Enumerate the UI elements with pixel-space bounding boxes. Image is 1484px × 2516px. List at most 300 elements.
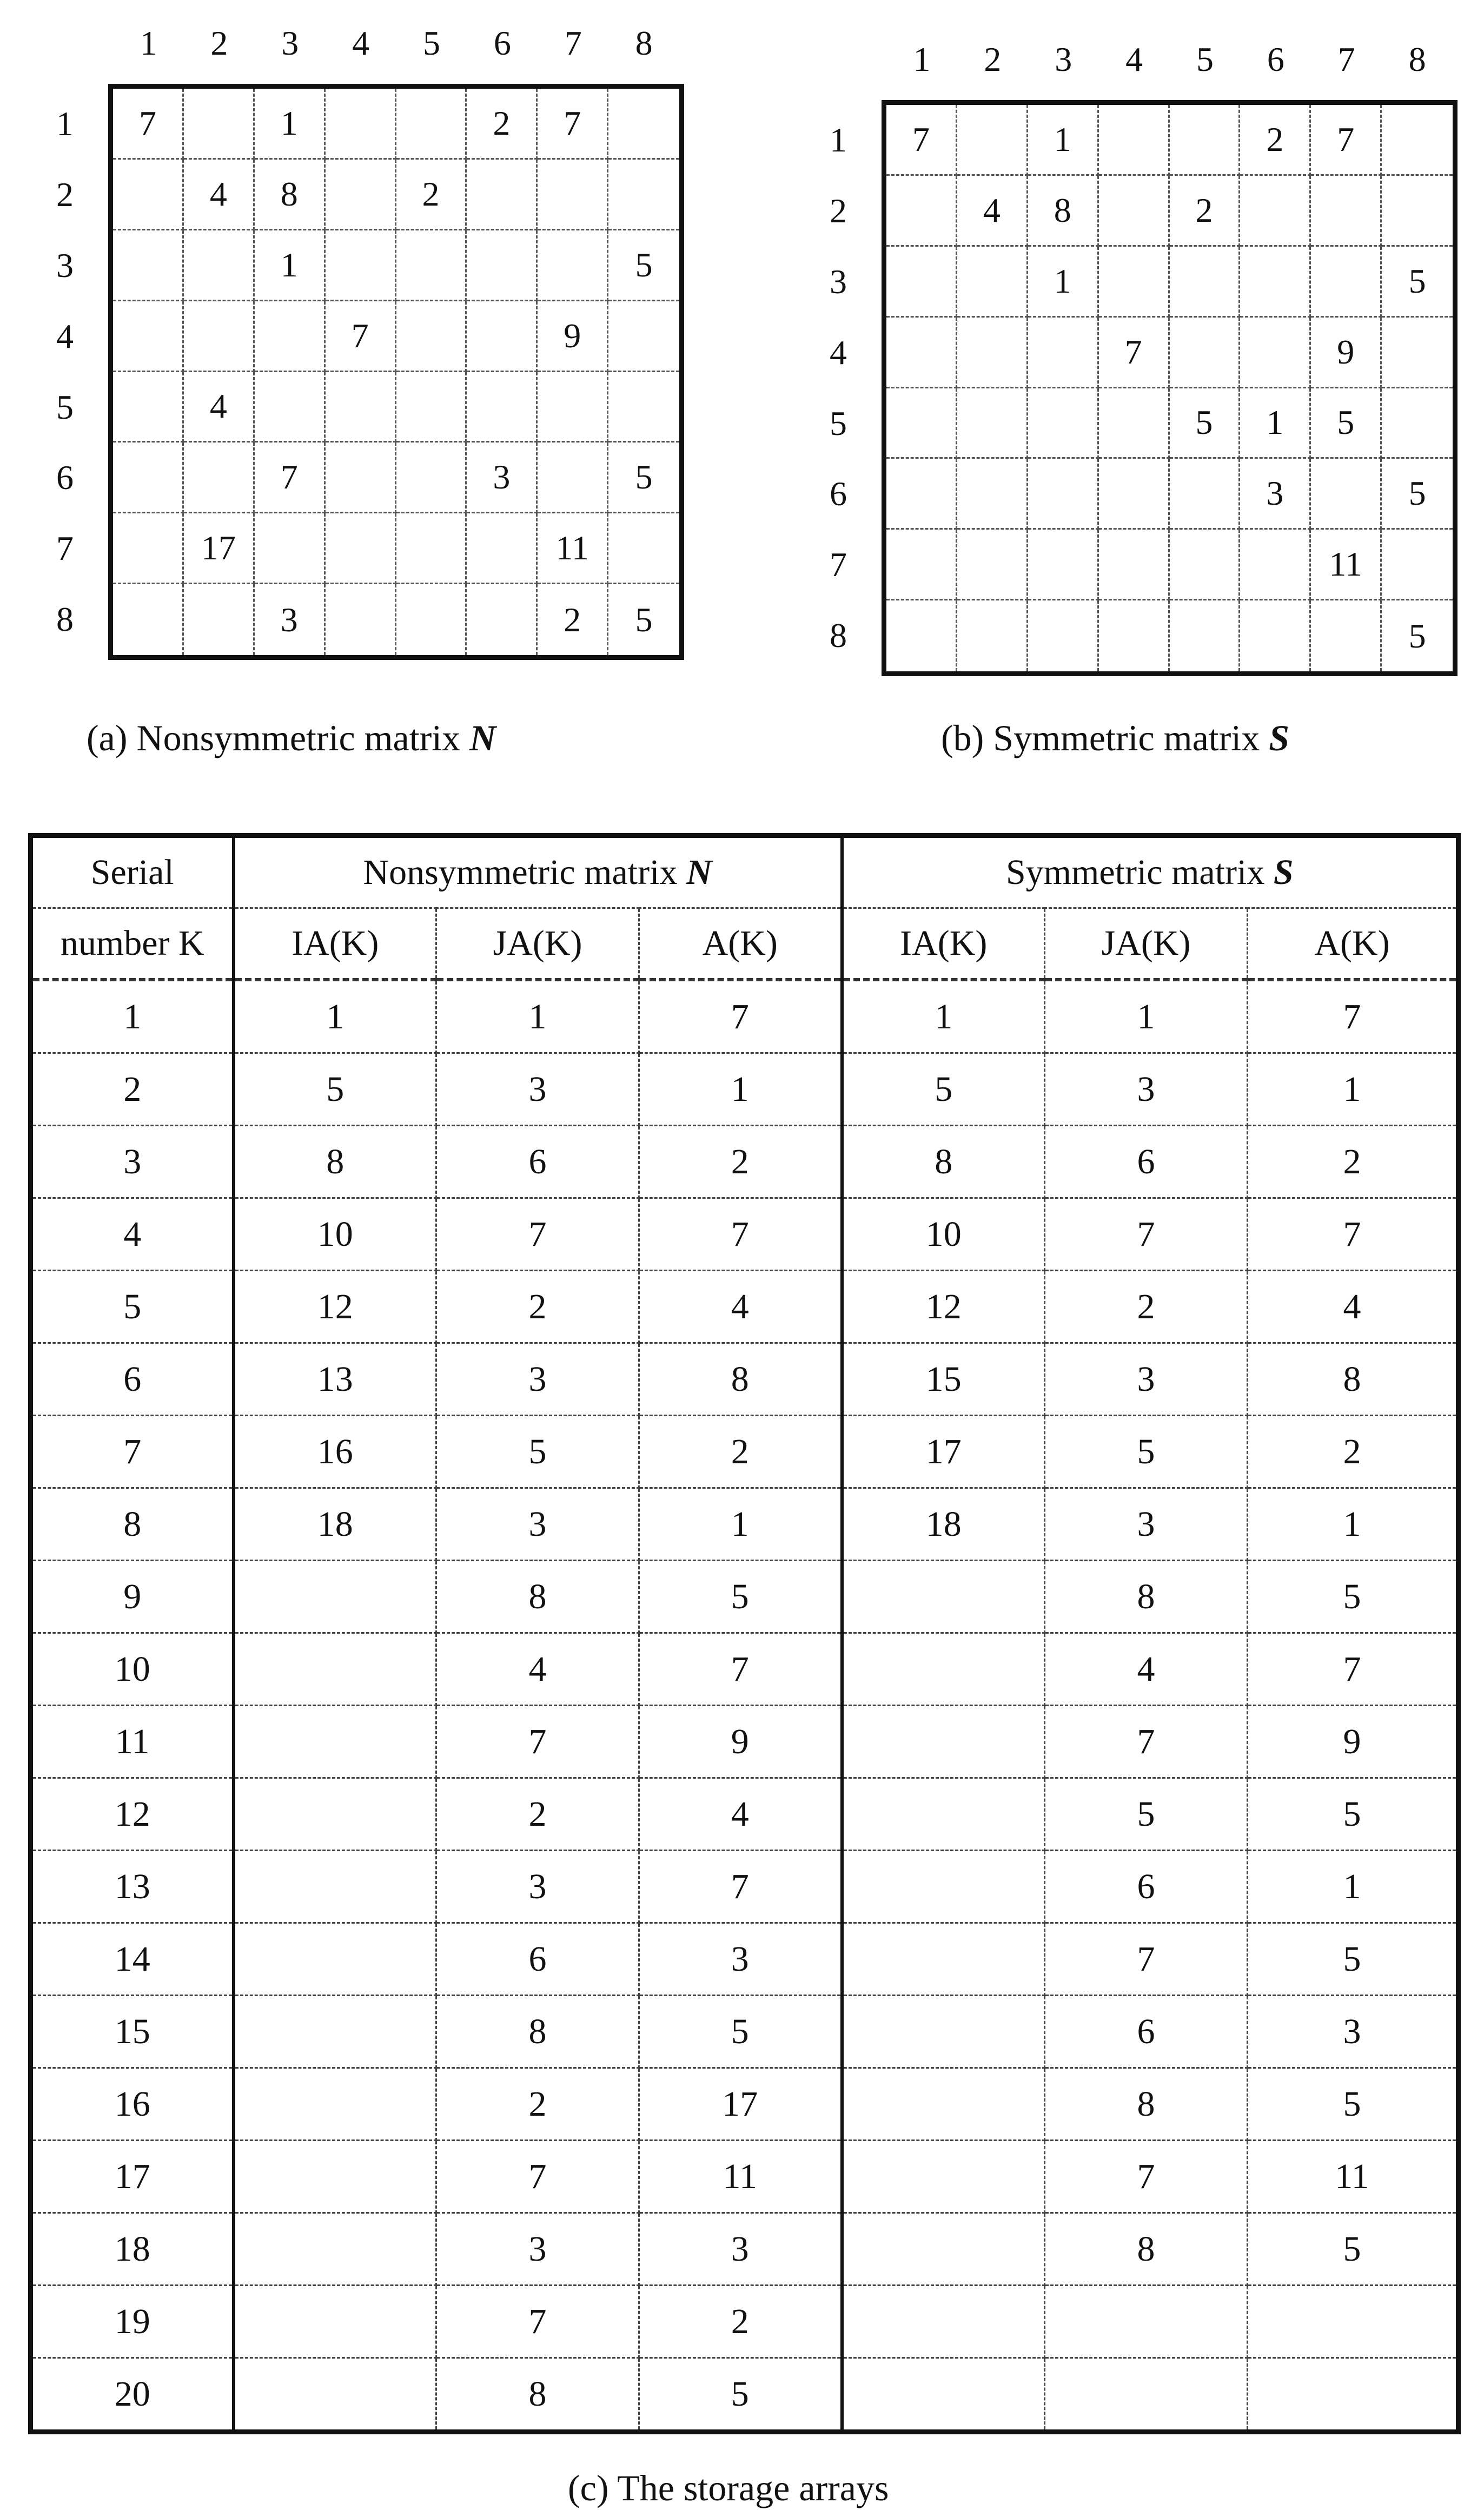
matrix-cell xyxy=(1099,105,1170,176)
matrix-cell: 5 xyxy=(635,600,653,639)
serial-cell: 8 xyxy=(31,1488,234,1561)
table-cell: 12 xyxy=(842,1271,1045,1343)
matrix-cell xyxy=(886,388,957,459)
matrix-n-col-label: 8 xyxy=(635,24,653,62)
matrix-cell xyxy=(1240,318,1311,388)
matrix-cell xyxy=(1382,388,1453,459)
serial-cell: 20 xyxy=(31,2358,234,2432)
matrix-s-row-label: 8 xyxy=(830,616,847,655)
serial-cell: 6 xyxy=(31,1343,234,1416)
matrix-cell xyxy=(396,372,467,443)
table-cell: 3 xyxy=(1248,1996,1459,2068)
matrix-cell xyxy=(113,230,184,301)
matrix-cell: 7 xyxy=(113,89,184,160)
matrix-cell xyxy=(255,301,326,372)
table-cell: 8 xyxy=(1045,1561,1248,1633)
matrix-s-col-label: 1 xyxy=(913,40,931,78)
matrix-cell xyxy=(1170,600,1241,671)
table-cell: 2 xyxy=(436,1271,639,1343)
matrix-cell xyxy=(1240,176,1311,247)
matrix-s-row-label: 1 xyxy=(830,121,847,159)
matrix-cell xyxy=(113,160,184,230)
table-cell: 3 xyxy=(436,1488,639,1561)
table-cell: 3 xyxy=(436,2213,639,2286)
table-cell xyxy=(842,2141,1045,2213)
sub-header: IA(K) xyxy=(234,908,436,980)
table-cell xyxy=(842,2068,1045,2141)
matrix-cell xyxy=(1382,105,1453,176)
table-cell: 7 xyxy=(1045,1923,1248,1996)
matrix-cell: 11 xyxy=(538,513,608,584)
matrix-s-symbol: S xyxy=(1269,717,1290,758)
matrix-cell: 3 xyxy=(467,443,538,513)
matrix-cell xyxy=(326,230,396,301)
table-cell: 6 xyxy=(436,1923,639,1996)
table-cell xyxy=(842,1706,1045,1778)
table-cell: 11 xyxy=(639,2141,842,2213)
table-cell xyxy=(234,1561,436,1633)
matrix-cell: 7 xyxy=(886,105,957,176)
matrix-cell xyxy=(326,160,396,230)
matrix-cell xyxy=(184,230,255,301)
matrix-cell xyxy=(608,301,679,372)
table-row xyxy=(31,980,1459,1053)
table-cell: 7 xyxy=(1045,1198,1248,1271)
matrix-cell xyxy=(467,584,538,655)
serial-cell: 12 xyxy=(31,1778,234,1851)
matrix-cell xyxy=(467,301,538,372)
table-cell: 3 xyxy=(639,1923,842,1996)
matrix-cell: 7 xyxy=(1099,318,1170,388)
matrix-cell xyxy=(113,584,184,655)
table-cell: 1 xyxy=(842,980,1045,1053)
table-row xyxy=(31,1488,1459,1561)
table-row xyxy=(31,1633,1459,1706)
table-cell xyxy=(234,1633,436,1706)
matrix-cell xyxy=(886,176,957,247)
table-cell xyxy=(234,2358,436,2432)
table-cell xyxy=(1248,2286,1459,2358)
table-cell: 4 xyxy=(639,1778,842,1851)
matrix-cell xyxy=(1240,247,1311,318)
table-cell: 2 xyxy=(436,2068,639,2141)
matrix-cell: 4 xyxy=(184,372,255,443)
table-cell: 1 xyxy=(436,980,639,1053)
matrix-cell: 5 xyxy=(608,230,679,301)
matrix-cell: 11 xyxy=(1311,530,1382,600)
table-cell: 3 xyxy=(1045,1343,1248,1416)
table-row xyxy=(31,1851,1459,1923)
matrix-cell: 2 xyxy=(467,89,538,160)
table-cell: 7 xyxy=(1045,1706,1248,1778)
serial-cell: 16 xyxy=(31,2068,234,2141)
table-row xyxy=(31,2213,1459,2286)
matrix-s-row-label: 5 xyxy=(830,404,847,443)
matrix-n-row-label: 5 xyxy=(56,387,74,426)
matrix-cell xyxy=(1170,318,1241,388)
table-cell xyxy=(842,1851,1045,1923)
serial-cell: 7 xyxy=(31,1416,234,1488)
table-cell: 7 xyxy=(1248,980,1459,1053)
table-cell: 7 xyxy=(436,1706,639,1778)
matrix-cell xyxy=(255,372,326,443)
table-cell: 5 xyxy=(639,2358,842,2432)
table-cell xyxy=(842,1561,1045,1633)
table-cell xyxy=(842,2358,1045,2432)
matrix-cell: 8 xyxy=(1028,176,1099,247)
matrix-cell xyxy=(255,513,326,584)
table-cell: 8 xyxy=(1248,1343,1459,1416)
table-cell: 17 xyxy=(842,1416,1045,1488)
matrix-s-col-label: 8 xyxy=(1408,40,1426,78)
serial-cell: 17 xyxy=(31,2141,234,2213)
table-cell: 9 xyxy=(639,1706,842,1778)
matrix-cell xyxy=(608,160,679,230)
matrix-n-caption xyxy=(87,717,496,760)
table-cell: 8 xyxy=(842,1126,1045,1198)
matrix-cell: 8 xyxy=(255,160,326,230)
matrix-cell: 7 xyxy=(326,301,396,372)
table-cell: 3 xyxy=(1045,1053,1248,1126)
matrix-n-row-label: 8 xyxy=(56,600,74,639)
table-cell: 13 xyxy=(234,1343,436,1416)
table-cell: 3 xyxy=(639,2213,842,2286)
table-cell: 5 xyxy=(1248,2068,1459,2141)
matrix-cell xyxy=(957,247,1028,318)
matrix-s-caption-text: (b) Symmetric matrix xyxy=(941,717,1269,758)
table-cell xyxy=(1248,2358,1459,2432)
matrix-cell xyxy=(1028,600,1099,671)
serial-header-line1: Serial xyxy=(31,836,234,908)
table-cell: 8 xyxy=(639,1343,842,1416)
matrix-cell xyxy=(396,230,467,301)
table-cell: 7 xyxy=(639,1198,842,1271)
table-cell: 3 xyxy=(436,1053,639,1126)
matrix-cell xyxy=(886,600,957,671)
matrix-cell xyxy=(1170,459,1241,530)
serial-cell: 19 xyxy=(31,2286,234,2358)
sub-header: JA(K) xyxy=(436,908,639,980)
table-cell: 5 xyxy=(842,1053,1045,1126)
matrix-cell: 5 xyxy=(1382,247,1453,318)
table-cell: 6 xyxy=(1045,1996,1248,2068)
matrix-s-row-label: 3 xyxy=(830,262,847,301)
matrix-n-row-label: 3 xyxy=(56,246,74,285)
table-cell xyxy=(234,1706,436,1778)
table-cell: 1 xyxy=(1248,1851,1459,1923)
table-cell: 4 xyxy=(1248,1271,1459,1343)
matrix-n-col-label: 5 xyxy=(422,24,440,62)
group-s-symbol: S xyxy=(1273,853,1294,892)
matrix-n-grid xyxy=(108,84,684,660)
table-cell: 2 xyxy=(1045,1271,1248,1343)
sub-header: A(K) xyxy=(1248,908,1459,980)
matrix-cell xyxy=(467,160,538,230)
matrix-cell xyxy=(1240,530,1311,600)
matrix-cell xyxy=(184,584,255,655)
table-cell: 4 xyxy=(436,1633,639,1706)
table-cell: 5 xyxy=(1248,2213,1459,2286)
table-cell: 10 xyxy=(234,1198,436,1271)
matrix-cell xyxy=(396,301,467,372)
table-row xyxy=(31,1561,1459,1633)
table-cell xyxy=(1045,2358,1248,2432)
serial-cell: 11 xyxy=(31,1706,234,1778)
table-cell: 2 xyxy=(1248,1126,1459,1198)
table-cell: 11 xyxy=(1248,2141,1459,2213)
matrix-cell: 5 xyxy=(1311,388,1382,459)
table-cell: 1 xyxy=(1248,1488,1459,1561)
matrix-cell xyxy=(396,513,467,584)
table-cell: 7 xyxy=(639,980,842,1053)
matrix-cell xyxy=(608,372,679,443)
matrix-cell: 7 xyxy=(538,89,608,160)
group-n-label: Nonsymmetric matrix xyxy=(363,853,686,892)
table-row xyxy=(31,1271,1459,1343)
matrix-cell xyxy=(326,372,396,443)
matrix-cell xyxy=(326,513,396,584)
table-cell: 2 xyxy=(639,2286,842,2358)
matrix-cell: 9 xyxy=(1311,318,1382,388)
matrix-cell xyxy=(326,89,396,160)
matrix-cell xyxy=(1170,247,1241,318)
matrix-s-row-label: 4 xyxy=(830,333,847,372)
table-cell: 6 xyxy=(1045,1851,1248,1923)
serial-cell: 2 xyxy=(31,1053,234,1126)
matrix-cell xyxy=(538,372,608,443)
matrix-s-col-label: 2 xyxy=(984,40,1002,78)
matrix-cell: 7 xyxy=(255,443,326,513)
matrix-s-col-label: 7 xyxy=(1337,40,1355,78)
table-cell xyxy=(842,1633,1045,1706)
table-row xyxy=(31,1996,1459,2068)
matrix-cell: 4 xyxy=(957,176,1028,247)
matrix-n-col-label: 2 xyxy=(210,24,228,62)
table-row xyxy=(31,1706,1459,1778)
matrix-cell: 3 xyxy=(1240,459,1311,530)
matrix-n-row-label: 1 xyxy=(56,104,74,143)
table-row xyxy=(31,1778,1459,1851)
table-cell xyxy=(842,2286,1045,2358)
serial-header-line2: number K xyxy=(31,908,234,980)
matrix-cell xyxy=(1099,176,1170,247)
table-row xyxy=(31,1416,1459,1488)
table-cell xyxy=(842,2213,1045,2286)
serial-cell: 5 xyxy=(31,1271,234,1343)
table-cell: 8 xyxy=(1045,2068,1248,2141)
matrix-cell xyxy=(538,160,608,230)
table-row xyxy=(31,1053,1459,1126)
matrix-cell xyxy=(467,230,538,301)
table-cell: 6 xyxy=(436,1126,639,1198)
matrix-cell: 1 xyxy=(255,230,326,301)
matrix-cell xyxy=(1099,459,1170,530)
matrix-s-col-label: 5 xyxy=(1196,40,1214,78)
matrix-cell xyxy=(396,89,467,160)
matrix-cell: 1 xyxy=(1028,247,1099,318)
serial-cell: 18 xyxy=(31,2213,234,2286)
table-cell: 5 xyxy=(639,1561,842,1633)
table-cell: 7 xyxy=(1248,1633,1459,1706)
table-cell: 5 xyxy=(1248,1923,1459,1996)
table-row xyxy=(31,1343,1459,1416)
matrix-cell xyxy=(1028,530,1099,600)
matrix-cell xyxy=(113,443,184,513)
matrix-s-grid xyxy=(882,100,1458,676)
table-cell: 5 xyxy=(1248,1561,1459,1633)
matrix-cell xyxy=(886,247,957,318)
matrix-cell xyxy=(957,530,1028,600)
matrix-s-caption xyxy=(941,717,1289,760)
matrix-s-row-label: 6 xyxy=(830,474,847,513)
table-cell: 8 xyxy=(234,1126,436,1198)
table-cell: 1 xyxy=(639,1488,842,1561)
matrix-cell xyxy=(396,443,467,513)
table-cell: 7 xyxy=(436,1198,639,1271)
table-cell xyxy=(234,1923,436,1996)
matrix-cell xyxy=(113,513,184,584)
matrix-n-row-label: 6 xyxy=(56,458,74,497)
table-cell: 5 xyxy=(1045,1778,1248,1851)
matrix-s-col-label: 6 xyxy=(1267,40,1284,78)
matrix-cell: 5 xyxy=(1382,459,1453,530)
table-cell: 7 xyxy=(436,2286,639,2358)
table-cell: 7 xyxy=(639,1851,842,1923)
table-cell: 3 xyxy=(436,1343,639,1416)
group-s-label: Symmetric matrix xyxy=(1005,853,1274,892)
table-cell xyxy=(842,1996,1045,2068)
table-cell: 7 xyxy=(436,2141,639,2213)
matrix-cell xyxy=(1382,530,1453,600)
matrix-cell: 2 xyxy=(1170,176,1241,247)
matrix-n-row-label: 7 xyxy=(56,529,74,568)
sub-header: A(K) xyxy=(639,908,842,980)
table-cell xyxy=(234,1851,436,1923)
matrix-n-row-label: 4 xyxy=(56,316,74,355)
matrix-cell: 17 xyxy=(184,513,255,584)
table-cell: 9 xyxy=(1248,1706,1459,1778)
matrix-cell: 5 xyxy=(1408,616,1426,655)
table-cell: 2 xyxy=(639,1416,842,1488)
matrix-cell xyxy=(1028,388,1099,459)
matrix-n-row-label: 2 xyxy=(56,175,74,214)
table-cell: 5 xyxy=(234,1053,436,1126)
matrix-cell: 4 xyxy=(184,160,255,230)
table-cell: 4 xyxy=(1045,1633,1248,1706)
matrix-n-col-label: 6 xyxy=(493,24,511,62)
table-row xyxy=(31,2141,1459,2213)
matrix-cell: 2 xyxy=(538,584,608,655)
matrix-cell xyxy=(113,301,184,372)
table-cell: 12 xyxy=(234,1271,436,1343)
table-cell: 2 xyxy=(1248,1416,1459,1488)
matrix-cell xyxy=(1382,176,1453,247)
matrix-cell xyxy=(1311,600,1382,671)
matrix-cell xyxy=(1382,318,1453,388)
table-cell: 5 xyxy=(1045,1416,1248,1488)
serial-cell: 10 xyxy=(31,1633,234,1706)
matrix-cell: 1 xyxy=(1240,388,1311,459)
table-cell: 3 xyxy=(436,1851,639,1923)
matrix-n-symbol: N xyxy=(469,717,496,758)
matrix-cell xyxy=(1099,530,1170,600)
table-cell: 7 xyxy=(1248,1198,1459,1271)
table-row xyxy=(31,2286,1459,2358)
table-cell: 3 xyxy=(1045,1488,1248,1561)
matrix-n-col-label: 1 xyxy=(140,24,157,62)
table-row xyxy=(31,1198,1459,1271)
matrix-cell xyxy=(396,584,467,655)
table-cell: 2 xyxy=(639,1126,842,1198)
serial-cell: 15 xyxy=(31,1996,234,2068)
sub-header: JA(K) xyxy=(1045,908,1248,980)
storage-caption: (c) The storage arrays xyxy=(568,2467,889,2508)
group-header-symmetric xyxy=(842,836,1459,908)
table-row xyxy=(31,1923,1459,1996)
table-cell: 18 xyxy=(234,1488,436,1561)
table-row xyxy=(31,2358,1459,2432)
table-cell: 7 xyxy=(639,1633,842,1706)
matrix-cell xyxy=(957,600,1028,671)
matrix-n-caption-text: (a) Nonsymmetric matrix xyxy=(87,717,470,758)
table-cell: 1 xyxy=(639,1053,842,1126)
matrix-cell xyxy=(1099,600,1170,671)
table-row xyxy=(31,1126,1459,1198)
matrix-cell xyxy=(326,584,396,655)
matrix-cell xyxy=(957,459,1028,530)
matrix-s-col-label: 4 xyxy=(1125,40,1143,78)
table-cell: 15 xyxy=(842,1343,1045,1416)
matrix-s-col-label: 3 xyxy=(1055,40,1072,78)
matrix-n-col-label: 3 xyxy=(281,24,299,62)
serial-cell: 1 xyxy=(31,980,234,1053)
table-cell: 2 xyxy=(436,1778,639,1851)
table-cell xyxy=(234,1778,436,1851)
table-cell xyxy=(234,2286,436,2358)
matrix-cell xyxy=(886,530,957,600)
matrix-n-col-label: 7 xyxy=(564,24,582,62)
table-cell: 1 xyxy=(1045,980,1248,1053)
table-cell xyxy=(234,2141,436,2213)
table-cell xyxy=(842,1923,1045,1996)
table-cell: 5 xyxy=(1248,1778,1459,1851)
matrix-cell xyxy=(1170,530,1241,600)
matrix-cell xyxy=(467,513,538,584)
table-cell: 8 xyxy=(1045,2213,1248,2286)
table-cell: 7 xyxy=(1045,2141,1248,2213)
matrix-cell: 7 xyxy=(1311,105,1382,176)
matrix-cell: 2 xyxy=(396,160,467,230)
serial-cell: 14 xyxy=(31,1923,234,1996)
matrix-cell xyxy=(608,513,679,584)
sub-header: IA(K) xyxy=(842,908,1045,980)
table-cell: 8 xyxy=(436,1996,639,2068)
matrix-cell xyxy=(538,230,608,301)
table-cell: 18 xyxy=(842,1488,1045,1561)
storage-arrays-table xyxy=(28,833,1461,2434)
matrix-cell xyxy=(886,459,957,530)
matrix-cell: 1 xyxy=(255,89,326,160)
matrix-n-col-label: 4 xyxy=(352,24,370,62)
serial-cell: 9 xyxy=(31,1561,234,1633)
table-row xyxy=(31,2068,1459,2141)
matrix-cell xyxy=(1028,459,1099,530)
table-cell: 1 xyxy=(234,980,436,1053)
matrix-cell xyxy=(957,318,1028,388)
matrix-cell xyxy=(886,318,957,388)
matrix-cell: 5 xyxy=(608,443,679,513)
matrix-cell xyxy=(113,372,184,443)
